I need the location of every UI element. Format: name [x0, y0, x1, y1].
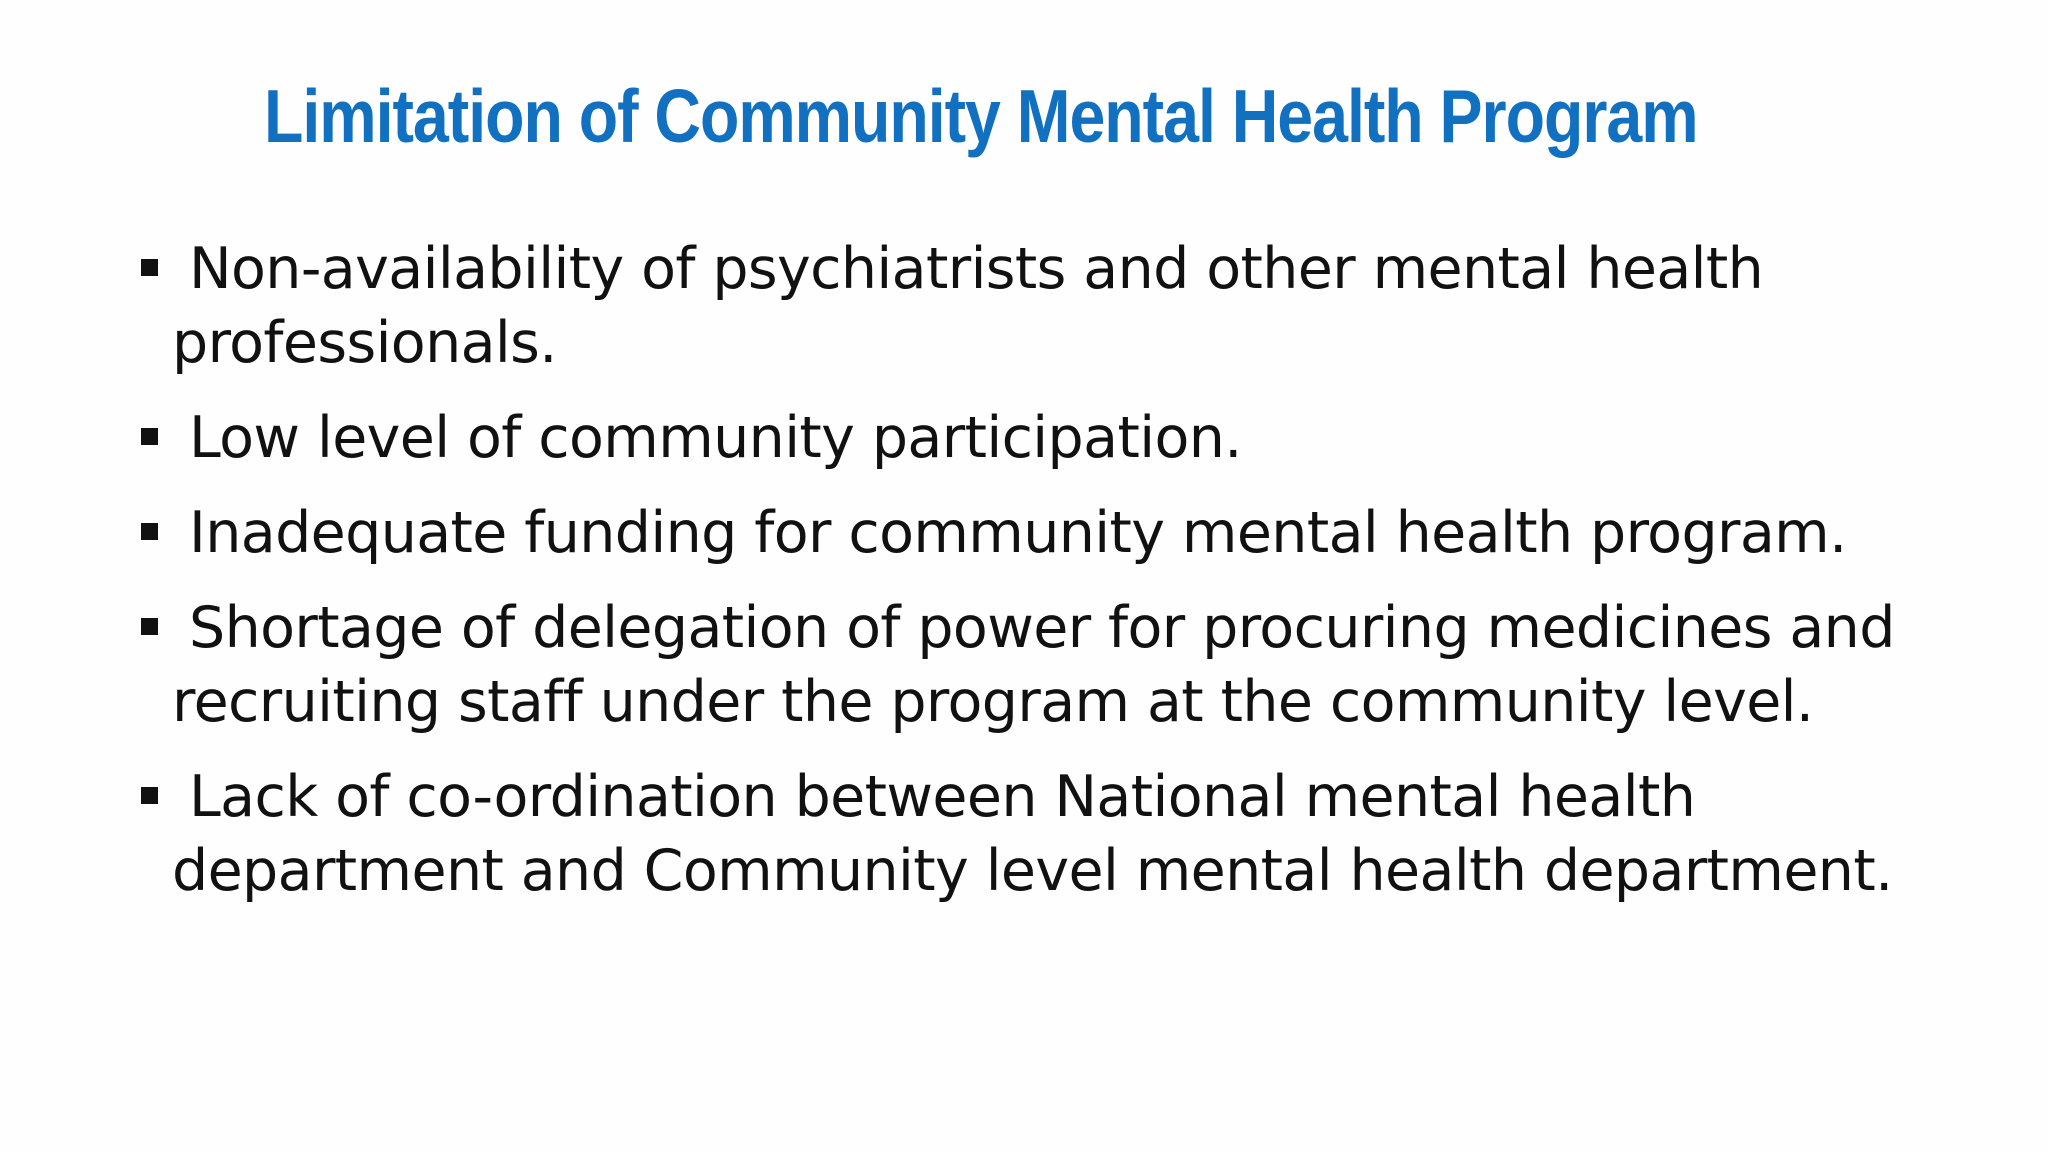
- bullet-list: [136, 232, 1996, 929]
- bullet-text: Shortage of delegation of power for procuring medicines and recruiting staff under the program at the community level.: [172, 595, 1895, 735]
- bullet-text: Lack of co-ordination between National mental health department and Community level mental health department.: [172, 764, 1893, 904]
- slide-title: Limitation of Community Mental Health Program: [264, 74, 1698, 158]
- bullet-item: [136, 496, 1996, 570]
- bullet-item: [136, 232, 1996, 380]
- bullet-item: [136, 401, 1996, 475]
- bullet-text: Low level of community participation.: [189, 405, 1242, 471]
- bullet-item: [136, 760, 1996, 908]
- square-bullet-icon: [141, 523, 158, 540]
- bullet-item: [136, 591, 1996, 739]
- bullet-text: Inadequate funding for community mental health program.: [189, 500, 1847, 566]
- square-bullet-icon: [141, 787, 158, 804]
- bullet-text: Non-availability of psychiatrists and other mental health professionals.: [172, 236, 1764, 376]
- square-bullet-icon: [141, 428, 158, 445]
- square-bullet-icon: [141, 618, 158, 635]
- square-bullet-icon: [141, 259, 158, 276]
